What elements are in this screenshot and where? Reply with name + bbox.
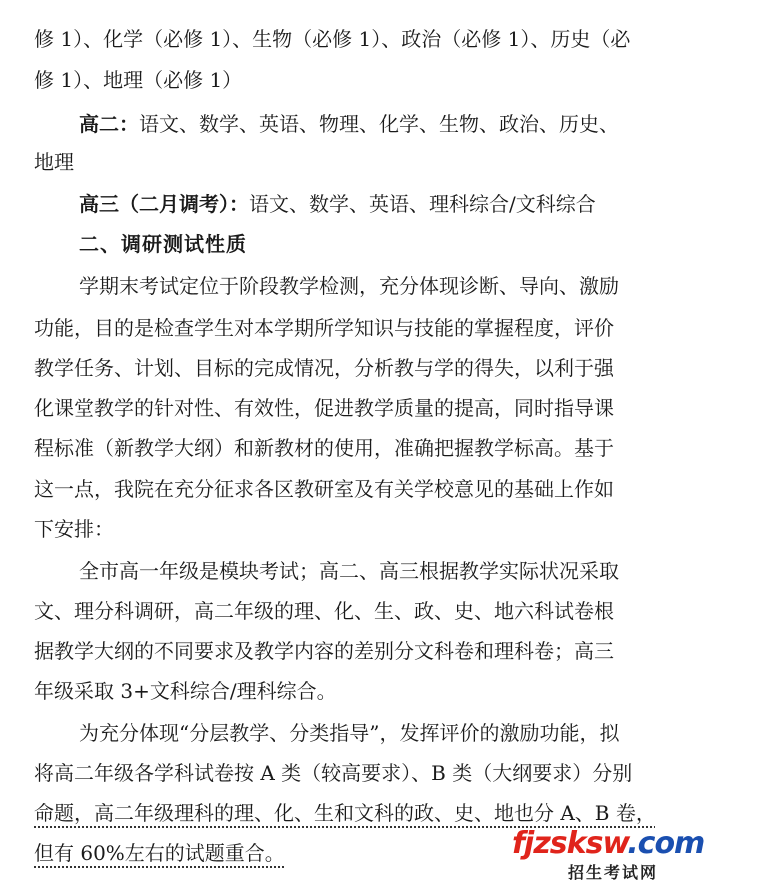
line-text: 将高二年级各学科试卷按 A 类（较高要求）、B 类（大纲要求）分别 (34, 761, 633, 785)
text-line-p1-5 (0, 431, 690, 465)
line-text: 教学任务、计划、目标的完成情况，分析教与学的得失，以利于强 (34, 356, 614, 380)
line-text: 文、理分科调研，高二年级的理、化、生、政、史、地六科试卷根 (34, 599, 614, 623)
grade-2-label: 高二： (79, 112, 139, 136)
text-line-p1-6 (0, 472, 690, 506)
text-line-p1-2 (0, 311, 690, 345)
line-text: 命题，高二年级理科的理、化、生和文科的政、史、地也分 A、B 卷， (34, 801, 656, 825)
text-line-p2-4 (34, 674, 724, 708)
line-text: 化课堂教学的针对性、有效性，促进教学质量的提高，同时指导课 (34, 396, 614, 420)
text-line-grade-2 (79, 107, 659, 141)
text-line-p3-3 (0, 796, 690, 830)
watermark-subtitle: 招生考试网 (568, 863, 659, 882)
line-text: 年级采取 3+文科综合/理科综合。 (34, 679, 337, 703)
text-line-2 (34, 63, 724, 97)
text-line-p3-1 (0, 716, 690, 750)
line-text: 修 1）、化学（必修 1）、生物（必修 1）、政治（必修 1）、历史（必 (34, 27, 631, 51)
line-text: 下安排： (34, 517, 114, 541)
text-line-p3-2 (0, 756, 690, 790)
text-line-p2-2 (0, 594, 690, 628)
grade-3-subjects: 语文、数学、英语、理科综合/文科综合 (249, 192, 596, 216)
text-line-p1-1 (0, 269, 690, 303)
text-line-4 (34, 145, 724, 179)
line-text: 程标准（新教学大纲）和新教材的使用，准确把握教学标高。基于 (34, 436, 614, 460)
line-text: 功能，目的是检查学生对本学期所学知识与技能的掌握程度，评价 (34, 316, 614, 340)
text-line-p1-7 (34, 512, 724, 546)
watermark-logo-name: fjzsksw (512, 826, 628, 861)
grade-2-subjects: 语文、数学、英语、物理、化学、生物、政治、历史、 (139, 112, 619, 136)
line-text: 修 1）、地理（必修 1） (34, 68, 243, 92)
line-text: 据教学大纲的不同要求及教学内容的差别分文科卷和理科卷；高三 (34, 639, 614, 663)
text-line-1 (0, 22, 690, 56)
text-line-grade-3 (79, 187, 659, 221)
line-text: 地理 (34, 150, 74, 174)
line-text: 但有 60%左右的试题重合。 (34, 841, 285, 865)
watermark-logo-domain: .com (627, 826, 705, 861)
line-text: 全市高一年级是模块考试；高二、高三根据教学实际状况采取 (79, 559, 619, 583)
site-watermark (512, 826, 705, 887)
text-line-p2-3 (0, 634, 690, 668)
section-heading (79, 227, 769, 261)
text-line-p1-3 (0, 351, 690, 385)
line-text: 为充分体现“分层教学、分类指导”，发挥评价的激励功能，拟 (79, 721, 620, 745)
text-line-p2-1 (0, 554, 690, 588)
grade-3-label: 高三（二月调考）： (79, 192, 249, 216)
line-text: 学期末考试定位于阶段教学检测，充分体现诊断、导向、激励 (79, 274, 619, 298)
heading-text: 二、调研测试性质 (79, 232, 247, 256)
watermark-logo (512, 826, 705, 861)
text-line-p1-4 (0, 391, 690, 425)
line-text: 这一点，我院在充分征求各区教研室及有关学校意见的基础上作如 (34, 477, 614, 501)
